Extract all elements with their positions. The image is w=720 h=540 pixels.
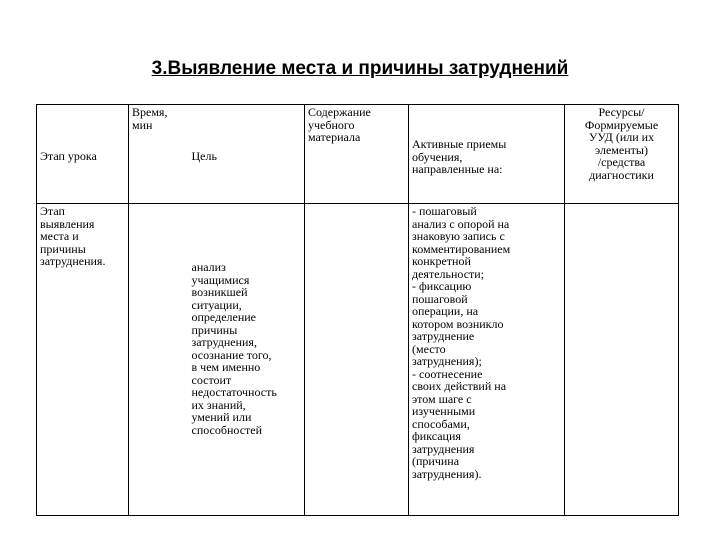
cell-methods: [409, 204, 565, 516]
cell-methods-text: - пошаговый анализ с опорой на знаковую запись с комментированием конкретной деятельности; - фиксацию пошаговой операции, на котором возникло затруднение (место затруднения); - соотнесение своих действий на этом шаге с изученными способами, фиксация затруднения (причина затруднения).: [412, 204, 511, 481]
header-time-text: Время, мин: [132, 105, 168, 132]
cell-resources: [565, 204, 679, 516]
table-row: [37, 204, 679, 516]
header-stage: [37, 105, 129, 204]
cell-stage-text: Этап выявления места и причины затруднения.: [40, 204, 106, 268]
header-resources: [565, 105, 679, 204]
slide-title: 3.Выявление места и причины затруднений: [151, 58, 569, 79]
header-goal: [189, 105, 305, 204]
lesson-table: [36, 104, 678, 516]
cell-time: [129, 204, 189, 516]
header-methods-text: Активные приемы обучения, направленные на:: [412, 137, 507, 176]
header-methods: [409, 105, 565, 204]
header-resources-text: Ресурсы/ Формируемые УУД (или их элементы) /средства диагностики: [584, 105, 659, 182]
cell-goal: [189, 204, 305, 516]
header-time: [129, 105, 189, 204]
header-goal-text: Цель: [191, 149, 217, 163]
header-stage-text: Этап урока: [40, 149, 97, 163]
cell-content: [305, 204, 409, 516]
header-content-text: Содержание учебного материала: [308, 105, 371, 144]
header-content: [305, 105, 409, 204]
cell-goal-text: анализ учащимися возникшей ситуации, определение причины затруднения, осознание того, в чем именно состоит недостаточность их знаний, умений или способностей: [191, 260, 277, 437]
table-header-row: [37, 105, 679, 204]
cell-stage: [37, 204, 129, 516]
